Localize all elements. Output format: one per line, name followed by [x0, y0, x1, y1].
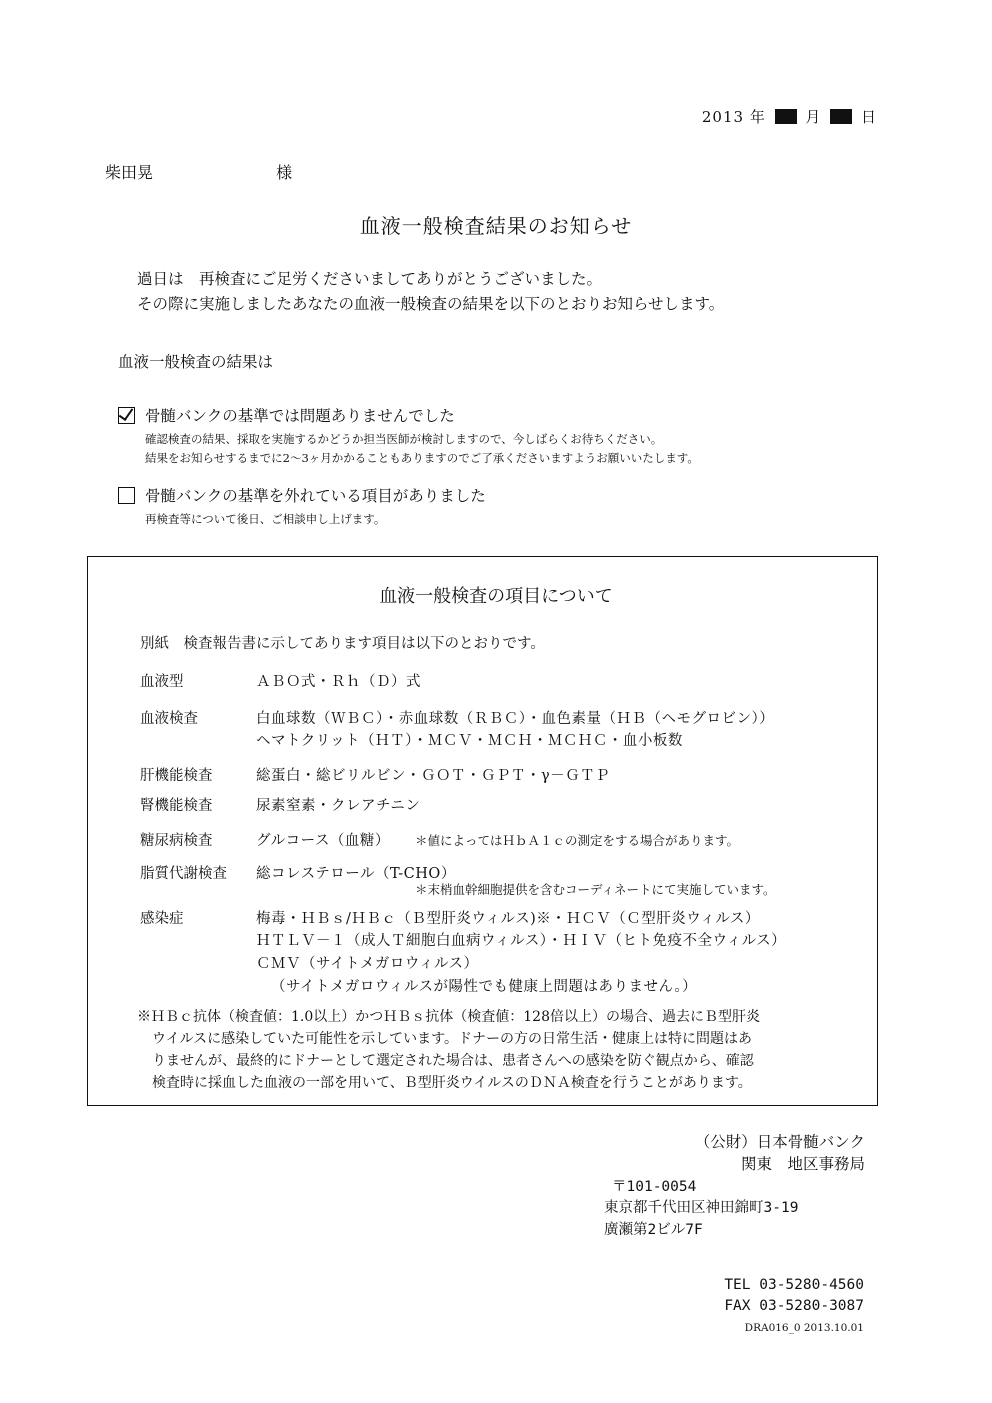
checkbox-checked-icon[interactable]: [118, 407, 135, 424]
sender-tel: TEL 03-5280-4560: [724, 1277, 864, 1293]
row-label: 肝機能検査: [140, 768, 213, 784]
option-no-problem[interactable]: [118, 404, 455, 426]
row-value: グルコース（血糖）: [256, 833, 390, 849]
sender-address-1: 東京都千代田区神田錦町3-19: [604, 1200, 799, 1216]
row-label: 血液検査: [140, 711, 198, 727]
date-day-unit: 日: [860, 108, 877, 126]
panel-footnote: 検査時に採血した血液の一部を用いて、Ｂ型肝炎ウイルスのＤＮＡ検査を行うことがあります。: [152, 1075, 752, 1091]
row-value: 梅毒・ＨＢｓ/ＨＢｃ（Ｂ型肝炎ウィルス)※・ＨＣＶ（Ｃ型肝炎ウィルス）: [256, 911, 760, 927]
panel-footnote: ウイルスに感染していた可能性を示しています。ドナーの方の日常生活・健康上は特に問題はあ: [152, 1031, 753, 1047]
panel-footnote: りませんが、最終的にドナーとして選定された場合は、患者さんへの感染を防ぐ観点から、確認: [152, 1053, 754, 1069]
row-value: （サイトメガロウィルスが陽性でも健康上問題はありません。）: [271, 979, 698, 995]
document-code: DRA016_0 2013.10.01: [744, 1322, 864, 1334]
recipient-honorific: 様: [276, 163, 293, 182]
row-value: ＡＢＯ式・Ｒｈ（Ｄ）式: [256, 674, 421, 690]
row-value: 総蛋白・総ビリルビン・ＧＯＴ・ＧＰＴ・γ－ＧＴＰ: [256, 768, 611, 784]
row-label: 糖尿病検査: [140, 833, 213, 849]
intro-line-2: その際に実施しましたあなたの血液一般検査の結果を以下のとおりお知らせします。: [137, 295, 725, 313]
date-year-unit: 年: [749, 108, 766, 126]
row-label: 血液型: [140, 674, 184, 690]
sender-fax: FAX 03-5280-3087: [724, 1298, 864, 1314]
page-title: 血液一般検査結果のお知らせ: [359, 214, 633, 238]
result-lead: 血液一般検査の結果は: [118, 353, 274, 371]
document-date: [702, 106, 877, 127]
sender-office: 関東 地区事務局: [740, 1155, 865, 1173]
row-value: 白血球数（ＷＢＣ）・赤血球数（ＲＢＣ）・血色素量（ＨＢ（ヘモグロビン））: [256, 711, 775, 727]
recipient: [105, 160, 292, 183]
panel-title: 血液一般検査の項目について: [379, 586, 613, 607]
row-value: ＣＭＶ（サイトメガロウィルス）: [256, 956, 479, 972]
option-note: 再検査等について後日、ご相談申し上げます。: [145, 512, 386, 526]
redacted-month: [775, 109, 797, 124]
row-value: 総コレステロール（T-CHO）: [256, 866, 456, 882]
panel-intro: 別紙 検査報告書に示してあります項目は以下のとおりです。: [140, 636, 545, 652]
recipient-name: 柴田晃: [105, 163, 154, 182]
row-label: 腎機能検査: [140, 798, 213, 814]
option-note: 結果をお知らせするまでに2～3ヶ月かかることもありますのでご了承くださいますようお願いいたします。: [145, 451, 699, 465]
row-label: 感染症: [140, 911, 184, 927]
row-value: 尿素窒素・クレアチニン: [256, 798, 421, 814]
option-note: 確認検査の結果、採取を実施するかどうか担当医師が検討しますので、今しばらくお待ちください。: [145, 432, 663, 446]
intro-line-1: 過日は 再検査にご足労くださいましてありがとうございました。: [137, 270, 603, 288]
row-value: ヘマトクリット（ＨＴ）・ＭＣＶ・ＭＣＨ・ＭＣＨＣ・血小板数: [256, 733, 683, 749]
row-value: ＨＴＬＶ－１（成人Ｔ細胞白血病ウィルス）・ＨＩＶ（ヒト免疫不全ウィルス）: [256, 933, 787, 949]
sender-org: （公財）日本骨髄バンク: [694, 1133, 865, 1151]
date-year: 2013: [701, 108, 745, 126]
date-month-unit: 月: [805, 108, 822, 126]
sender-address-2: 廣瀬第2ビル7F: [604, 1222, 703, 1238]
row-note: ＊値によってはＨｂＡ１ｃの測定をする場合があります。: [415, 833, 740, 848]
panel-footnote: ※ＨＢｃ抗体（検査値：1.0以上）かつＨＢｓ抗体（検査値：128倍以上）の場合、過去にＢ型肝炎: [137, 1009, 760, 1025]
row-note: ＊末梢血幹細胞提供を含むコーディネートにて実施しています。: [415, 882, 776, 897]
option-label: 骨髄バンクの基準を外れている項目がありました: [145, 487, 486, 505]
option-label: 骨髄バンクの基準では問題ありませんでした: [145, 407, 455, 425]
checkbox-empty-icon[interactable]: [118, 487, 135, 504]
sender-postal: 〒101-0054: [612, 1179, 697, 1195]
redacted-day: [830, 109, 852, 124]
row-label: 脂質代謝検査: [140, 866, 227, 882]
option-out-of-criteria[interactable]: [118, 484, 486, 506]
